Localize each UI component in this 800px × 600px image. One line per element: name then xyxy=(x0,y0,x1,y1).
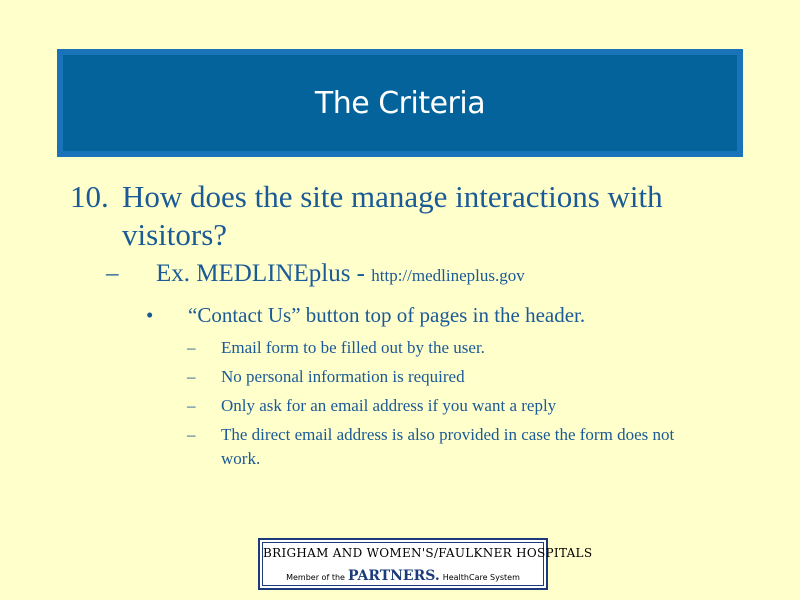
logo-system-text: HealthCare System xyxy=(442,573,520,582)
sub-dash: – xyxy=(187,338,196,357)
slide-title: The Criteria xyxy=(314,85,486,121)
example-url: http://medlineplus.gov xyxy=(371,266,525,285)
sub-dash: – xyxy=(187,367,196,386)
bullet-text: “Contact Us” button top of pages in the header. xyxy=(188,303,586,327)
sub-item-text: No personal information is required xyxy=(221,367,465,386)
title-box xyxy=(57,49,743,157)
hospital-logo xyxy=(258,538,593,590)
logo-partners-line xyxy=(263,568,543,584)
sub-item-text: The direct email address is also provided in case the form does not work. xyxy=(221,425,675,468)
logo-hospital-name: BRIGHAM AND WOMEN'S/FAULKNER HOSPITALS xyxy=(263,546,593,560)
example-dash: – xyxy=(106,260,119,287)
example-separator: - xyxy=(350,260,372,287)
sub-dash: – xyxy=(187,396,196,415)
example-label: Ex. MEDLINEplus xyxy=(156,260,351,287)
logo-frame xyxy=(262,542,593,586)
sub-dash: – xyxy=(187,425,196,444)
title-inner xyxy=(63,55,737,151)
logo-brand: PARTNERS. xyxy=(347,568,440,584)
bullet-icon: • xyxy=(146,303,154,327)
sub-item-text: Only ask for an email address if you want a reply xyxy=(221,396,557,415)
logo-member-text: Member of the xyxy=(286,573,345,582)
sub-item-text: Email form to be filled out by the user. xyxy=(221,338,485,357)
example-text xyxy=(156,259,525,291)
item-number: 10. xyxy=(70,179,109,214)
item-text: How does the site manage interactions with visitors? xyxy=(122,179,663,252)
